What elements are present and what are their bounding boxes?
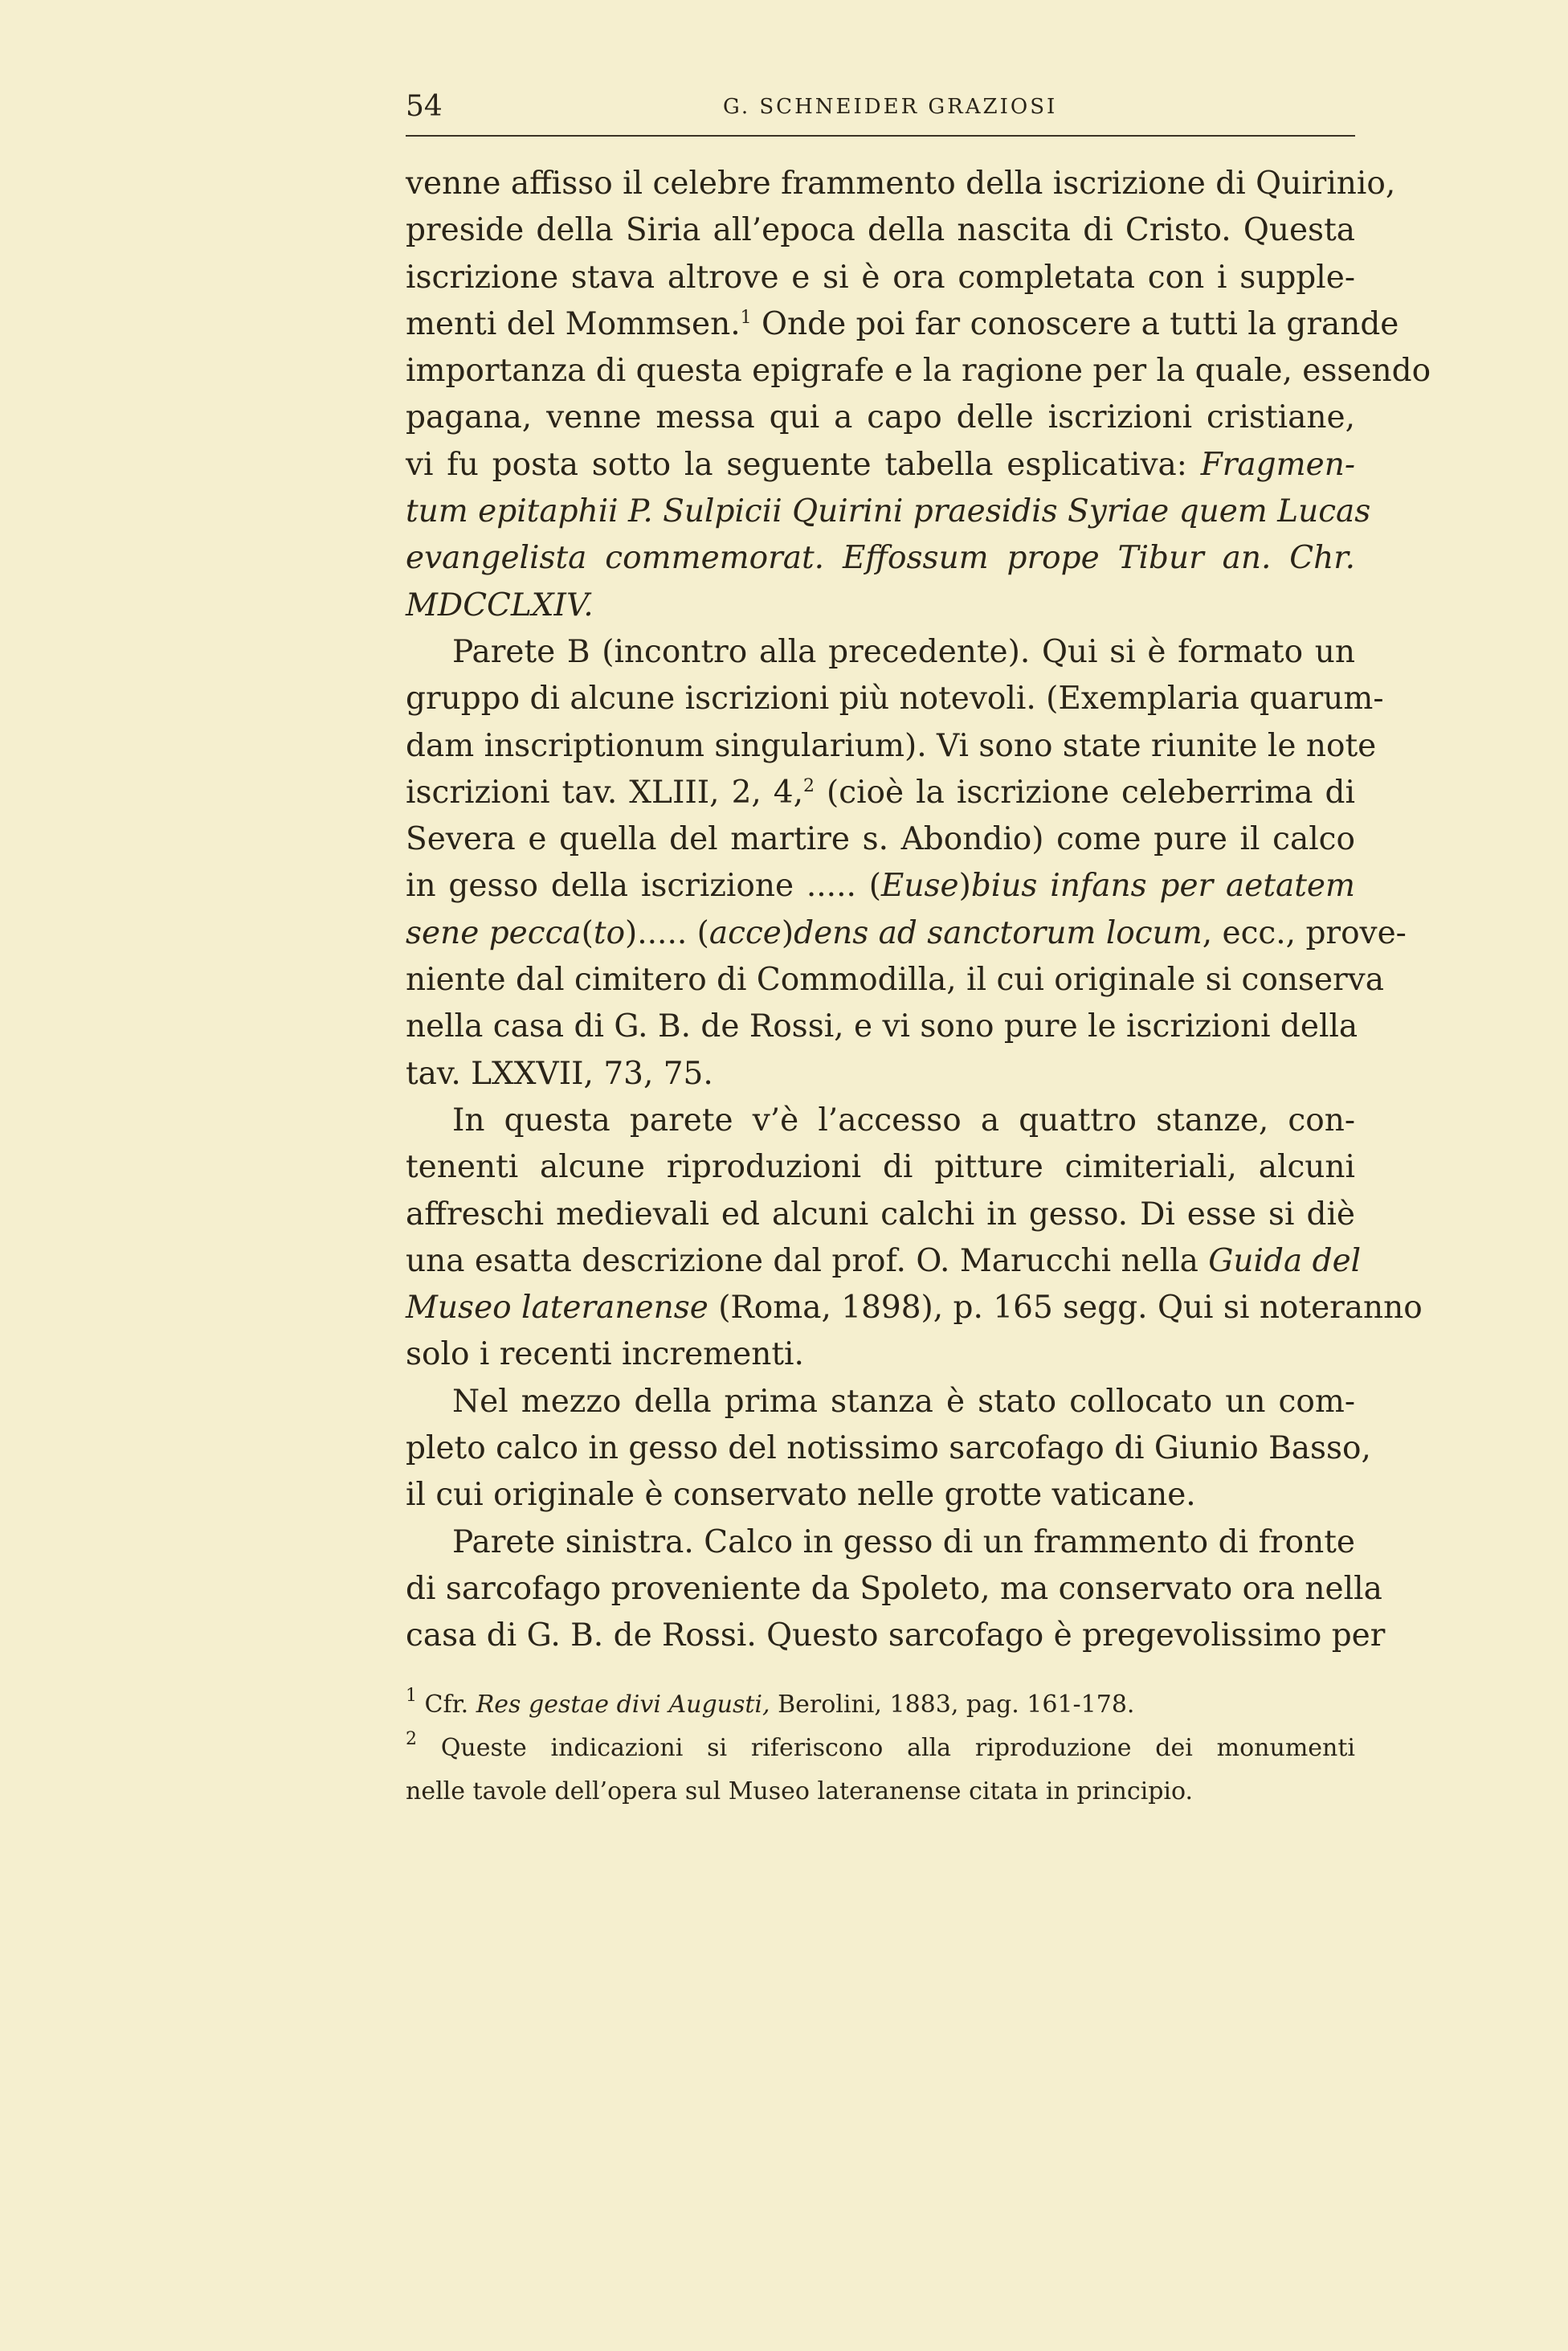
text-run: Queste indicazioni si riferiscono alla riproduzione dei monumenti [417, 1734, 1355, 1762]
text-run: Onde poi far conoscere a tutti la grande [751, 305, 1399, 342]
body-line [406, 1285, 1423, 1331]
footnote-line [406, 1683, 1355, 1727]
text-run: pagana, venne messa qui a capo delle iscrizioni cristiane, [406, 399, 1355, 436]
body-line [406, 161, 1396, 207]
text-run: di sarcofago proveniente da Spoleto, ma conservato ora nella [406, 1570, 1382, 1607]
text-run: in gesso della iscrizione ..... ( [406, 868, 881, 905]
text-run: pleto calco in gesso del notissimo sarcofago di Giunio Basso, [406, 1430, 1371, 1467]
footnote-marker: 2 [406, 1729, 417, 1749]
text-run: nelle tavole dell’opera sul Museo lateranense citata in principio. [406, 1777, 1194, 1805]
body-line [406, 348, 1431, 395]
text-run: ) [958, 868, 971, 905]
text-run: affreschi medievali ed alcuni calchi in gesso. Di esse si diè [406, 1196, 1355, 1233]
body-line [406, 1472, 1355, 1519]
body-line [406, 489, 1371, 535]
text-run: casa di G. B. de Rossi. Questo sarcofago è pregevolissimo per [406, 1617, 1386, 1654]
running-head: G. SCHNEIDER GRAZIOSI [723, 95, 1058, 119]
body-line [406, 1192, 1355, 1238]
italic-text: Museo lateranense [406, 1290, 708, 1327]
body-line [406, 723, 1377, 770]
italic-text: tum epitaphii P. Sulpicii Quirini praesidis Syriae quem Lucas [406, 493, 1371, 530]
text-run: Severa e quella del martire s. Abondio) come pure il calco [406, 821, 1355, 858]
body-line [406, 770, 1355, 816]
body-line [406, 1238, 1362, 1285]
body-line [406, 1379, 1355, 1425]
italic-text: Res gestae divi Augusti, [476, 1691, 770, 1719]
body-line [406, 1331, 1355, 1378]
text-run: nella casa di G. B. de Rossi, e vi sono pure le iscrizioni della [406, 1008, 1358, 1045]
body-line [406, 442, 1355, 489]
italic-text: to [593, 914, 626, 951]
footnote-marker: 1 [740, 307, 752, 328]
text-run: importanza di questa epigrafe e la ragione per la quale, essendo [406, 353, 1431, 390]
body-line [406, 1519, 1355, 1566]
text-run: preside della Siria all’epoca della nascita di Cristo. Questa [406, 212, 1355, 249]
body-line [406, 535, 1355, 582]
body-line [406, 1566, 1382, 1613]
italic-text: dens ad sanctorum locum [794, 914, 1203, 951]
page-number: 54 [406, 90, 443, 123]
text-run: )..... ( [625, 914, 709, 951]
body-line [406, 1051, 1355, 1098]
text-run: Parete B (incontro alla precedente). Qui si è formato un [452, 633, 1355, 670]
italic-text: bius infans per aetatem [970, 868, 1355, 905]
text-run: (Roma, 1898), p. 165 segg. Qui si noteranno [708, 1290, 1423, 1327]
footnote-marker: 2 [803, 775, 815, 796]
text-run: venne affisso il celebre frammento della iscrizione di Quirinio, [406, 166, 1396, 202]
italic-text: Guida del [1208, 1242, 1362, 1279]
footnotes [406, 1683, 1355, 1813]
text-run: Berolini, 1883, pag. 161-178. [770, 1691, 1135, 1719]
italic-text: Euse [880, 868, 959, 905]
body-line [406, 583, 1355, 629]
italic-text: Fragmen- [1200, 446, 1355, 483]
footnote-line [406, 1770, 1355, 1813]
body-line [406, 910, 1407, 957]
body-line [406, 1098, 1355, 1144]
text-run: il cui originale è conservato nelle grotte vaticane. [406, 1477, 1196, 1514]
footnote-line [406, 1727, 1355, 1770]
text-run: ( [581, 914, 594, 951]
footnote-marker: 1 [406, 1686, 417, 1706]
page-header [406, 90, 1355, 138]
body-line [406, 957, 1384, 1004]
text-run: menti del Mommsen. [406, 305, 741, 342]
text-run: iscrizioni tav. XLIII, 2, 4, [406, 774, 804, 811]
text-run: ) [781, 914, 794, 951]
body-line [406, 1004, 1358, 1050]
text-run: solo i recenti incrementi. [406, 1336, 804, 1373]
body-line [406, 395, 1355, 441]
body-line [406, 207, 1355, 254]
text-run: tenenti alcune riproduzioni di pitture cimiteriali, alcuni [406, 1149, 1355, 1186]
body-line [406, 816, 1355, 863]
text-run: tav. LXXVII, 73, 75. [406, 1055, 713, 1092]
body-line [406, 255, 1355, 301]
italic-text: MDCCLXIV. [406, 587, 594, 624]
italic-text: acce [708, 914, 782, 951]
body-line [406, 676, 1384, 722]
italic-text: evangelista commemorat. Effossum prope Tibur an. Chr. [406, 540, 1355, 577]
text-run: Parete sinistra. Calco in gesso di un frammento di fronte [452, 1523, 1355, 1560]
text-run: Cfr. [417, 1691, 476, 1719]
text-run: niente dal cimitero di Commodilla, il cui originale si conserva [406, 962, 1384, 999]
body-line [406, 1613, 1386, 1659]
italic-text: sene pecca [406, 914, 582, 951]
text-run: , ecc., prove- [1202, 914, 1407, 951]
text-run: iscrizione stava altrove e si è ora completata con i supple- [406, 259, 1355, 296]
text-run: Nel mezzo della prima stanza è stato collocato un com- [452, 1383, 1355, 1420]
body-line [406, 629, 1355, 676]
header-rule [406, 135, 1355, 137]
text-run: gruppo di alcune iscrizioni più notevoli. (Exemplaria quarum- [406, 681, 1384, 718]
body-line [406, 301, 1399, 348]
body-line [406, 863, 1355, 910]
text-run: In questa parete v’è l’accesso a quattro stanze, con- [452, 1102, 1355, 1139]
text-run: una esatta descrizione dal prof. O. Marucchi nella [406, 1242, 1209, 1279]
text-run: vi fu posta sotto la seguente tabella esplicativa: [406, 446, 1201, 483]
text-run: dam inscriptionum singularium). Vi sono state riunite le note [406, 727, 1377, 764]
body-line [406, 1144, 1355, 1191]
body-line [406, 1425, 1371, 1472]
text-run: (cioè la iscrizione celeberrima di [815, 774, 1355, 811]
body-text [406, 161, 1431, 1660]
